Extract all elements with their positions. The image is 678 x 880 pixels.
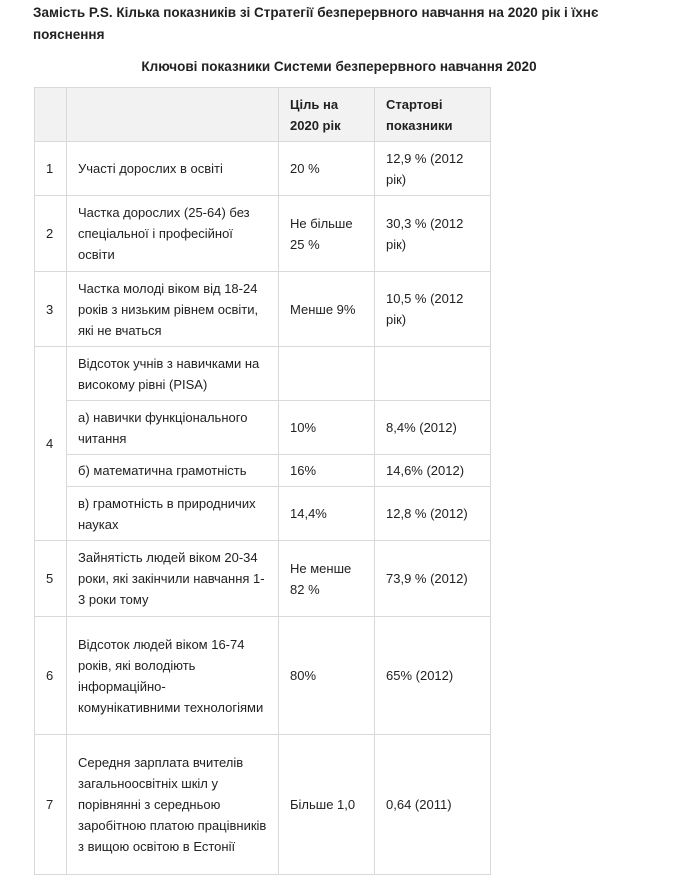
- target-cell: 10%: [279, 401, 375, 455]
- heading-line-2: пояснення: [33, 27, 105, 42]
- indicator-cell: б) математична грамотність: [67, 455, 279, 487]
- indicator-cell: Частка дорослих (25-64) без спеціальної і професійної освіти: [67, 196, 279, 272]
- row-number: 2: [35, 196, 67, 272]
- row-number: 5: [35, 541, 67, 617]
- baseline-cell: 73,9 % (2012): [375, 541, 491, 617]
- indicators-table: [34, 87, 491, 875]
- indicator-cell: Відсоток учнів з навичками на високому рівні (PISA): [67, 347, 279, 401]
- table-row: [35, 347, 491, 401]
- table-row: [35, 196, 491, 272]
- table-subrow: [35, 455, 491, 487]
- row-number: 7: [35, 735, 67, 875]
- indicator-cell: Зайнятість людей віком 20-34 роки, які закінчили навчання 1-3 роки тому: [67, 541, 279, 617]
- header-target: Ціль на 2020 рік: [279, 88, 375, 142]
- table-row: [35, 541, 491, 617]
- table-header-row: [35, 88, 491, 142]
- baseline-cell: 0,64 (2011): [375, 735, 491, 875]
- baseline-cell: 8,4% (2012): [375, 401, 491, 455]
- row-number: 4: [35, 347, 67, 541]
- target-cell: Більше 1,0: [279, 735, 375, 875]
- table-row: [35, 272, 491, 347]
- baseline-cell: 30,3 % (2012 рік): [375, 196, 491, 272]
- target-cell: 14,4%: [279, 487, 375, 541]
- header-baseline: Стартові показники: [375, 88, 491, 142]
- baseline-cell: 12,9 % (2012 рік): [375, 142, 491, 196]
- table-row: [35, 617, 491, 735]
- table-subrow: [35, 401, 491, 455]
- table-row: [35, 142, 491, 196]
- target-cell: Не більше 25 %: [279, 196, 375, 272]
- baseline-cell: 10,5 % (2012 рік): [375, 272, 491, 347]
- baseline-cell: 14,6% (2012): [375, 455, 491, 487]
- indicator-cell: а) навички функціонального читання: [67, 401, 279, 455]
- table-caption: Ключові показники Системи безперервного навчання 2020: [141, 59, 537, 74]
- baseline-cell: 12,8 % (2012): [375, 487, 491, 541]
- indicator-cell: Участі дорослих в освіті: [67, 142, 279, 196]
- indicator-cell: Відсоток людей віком 16-74 років, які володіють інформаційно-комунікативними технологіями: [67, 617, 279, 735]
- baseline-cell: 65% (2012): [375, 617, 491, 735]
- article-heading: [33, 2, 678, 46]
- target-cell: 20 %: [279, 142, 375, 196]
- row-number: 1: [35, 142, 67, 196]
- table-row: [35, 735, 491, 875]
- baseline-cell: [375, 347, 491, 401]
- target-cell: 16%: [279, 455, 375, 487]
- table-subrow: [35, 487, 491, 541]
- target-cell: [279, 347, 375, 401]
- indicator-cell: Середня зарплата вчителів загальноосвітніх шкіл у порівнянні з середньою заробітною платою працівників з вищою освітою в Естонії: [67, 735, 279, 875]
- heading-line-1: Замість P.S. Кілька показників зі Стратегії безперервного навчання на 2020 рік і їхнє: [33, 5, 599, 20]
- target-cell: 80%: [279, 617, 375, 735]
- indicator-cell: в) грамотність в природничих науках: [67, 487, 279, 541]
- indicator-cell: Частка молоді віком від 18-24 років з низьким рівнем освіти, які не вчаться: [67, 272, 279, 347]
- row-number: 6: [35, 617, 67, 735]
- target-cell: Менше 9%: [279, 272, 375, 347]
- header-indicator: [67, 88, 279, 142]
- header-num: [35, 88, 67, 142]
- row-number: 3: [35, 272, 67, 347]
- target-cell: Не менше 82 %: [279, 541, 375, 617]
